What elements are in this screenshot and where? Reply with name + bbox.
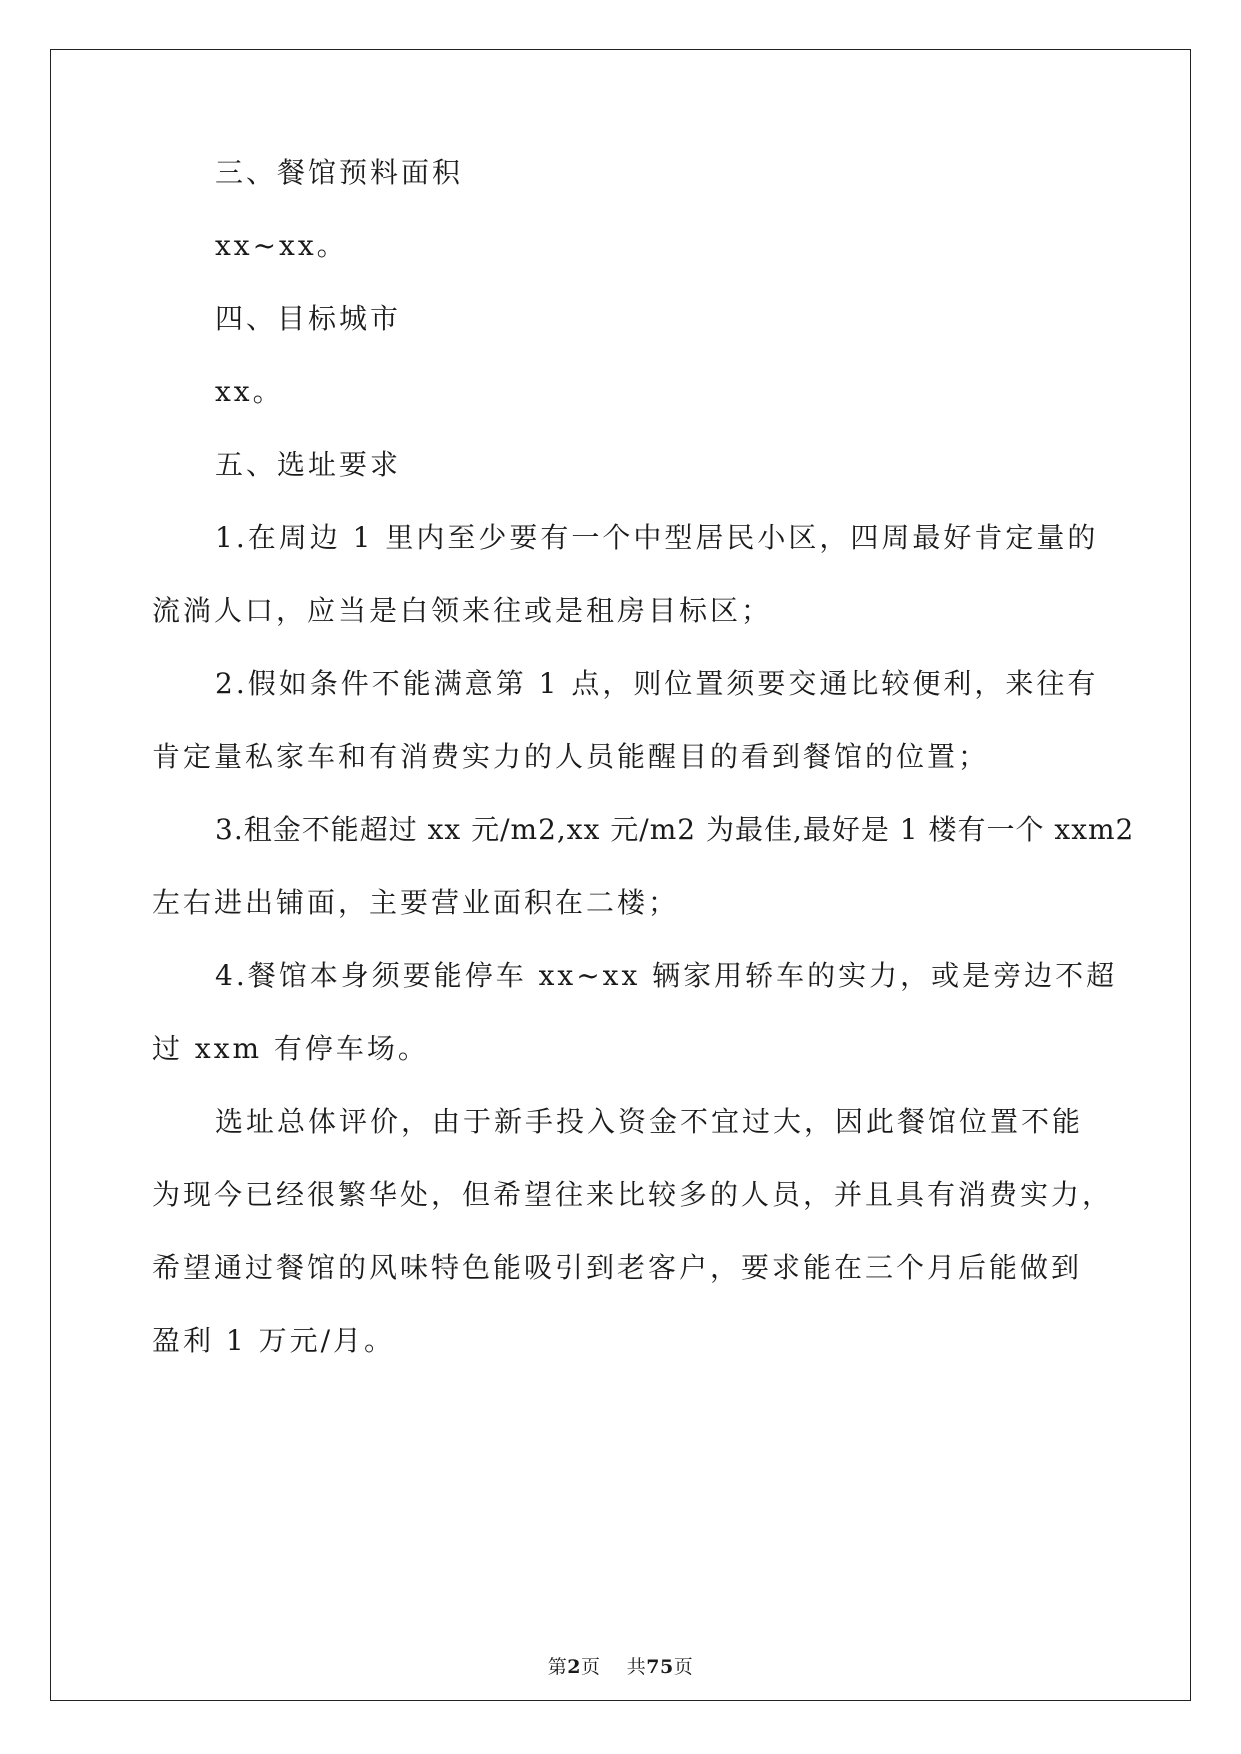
page-suffix: 页 [581,1656,601,1678]
page-footer [0,1652,1241,1679]
evaluation-line-1: 选址总体评价，由于新手投入资金不宜过大，因此餐馆位置不能 [215,1105,1084,1138]
requirement-1-line-2: 流淌人口，应当是白领来往或是租房目标区； [152,594,773,627]
requirement-4-line-2: 过 xxm 有停车场。 [152,1032,429,1065]
paragraph-city-value: xx。 [215,375,284,408]
requirement-1-line-1: 1.在周边 1 里内至少要有一个中型居民小区，四周最好肯定量的 [215,521,1099,554]
total-prefix: 共 [626,1656,647,1678]
requirement-4-line-1: 4.餐馆本身须要能停车 xx~xx 辆家用轿车的实力，或是旁边不超 [215,959,1118,992]
evaluation-line-3: 希望通过餐馆的风味特色能吸引到老客户，要求能在三个月后能做到 [152,1251,1083,1284]
page-border [50,49,1191,1701]
evaluation-line-4: 盈利 1 万元/月。 [152,1324,396,1357]
total-suffix: 页 [673,1656,694,1678]
heading-section-4: 四、目标城市 [215,302,402,335]
evaluation-line-2: 为现今已经很繁华处，但希望往来比较多的人员，并且具有消费实力， [152,1178,1114,1211]
heading-section-3: 三、餐馆预料面积 [215,156,464,189]
page-prefix: 第 [547,1656,568,1678]
total-pages: 75 [646,1656,674,1678]
heading-section-5: 五、选址要求 [215,448,402,481]
page-number: 2 [567,1656,582,1678]
requirement-2-line-2: 肯定量私家车和有消费实力的人员能醒目的看到餐馆的位置； [152,740,990,773]
paragraph-area-value: xx~xx。 [215,229,348,262]
requirement-3-line-2: 左右进出铺面，主要营业面积在二楼； [152,886,680,919]
requirement-2-line-1: 2.假如条件不能满意第 1 点，则位置须要交通比较便利，来往有 [215,667,1099,700]
requirement-3-line-1: 3.租金不能超过 xx 元/m2,xx 元/m2 为最佳,最好是 1 楼有一个 xxm2 [215,813,1135,846]
